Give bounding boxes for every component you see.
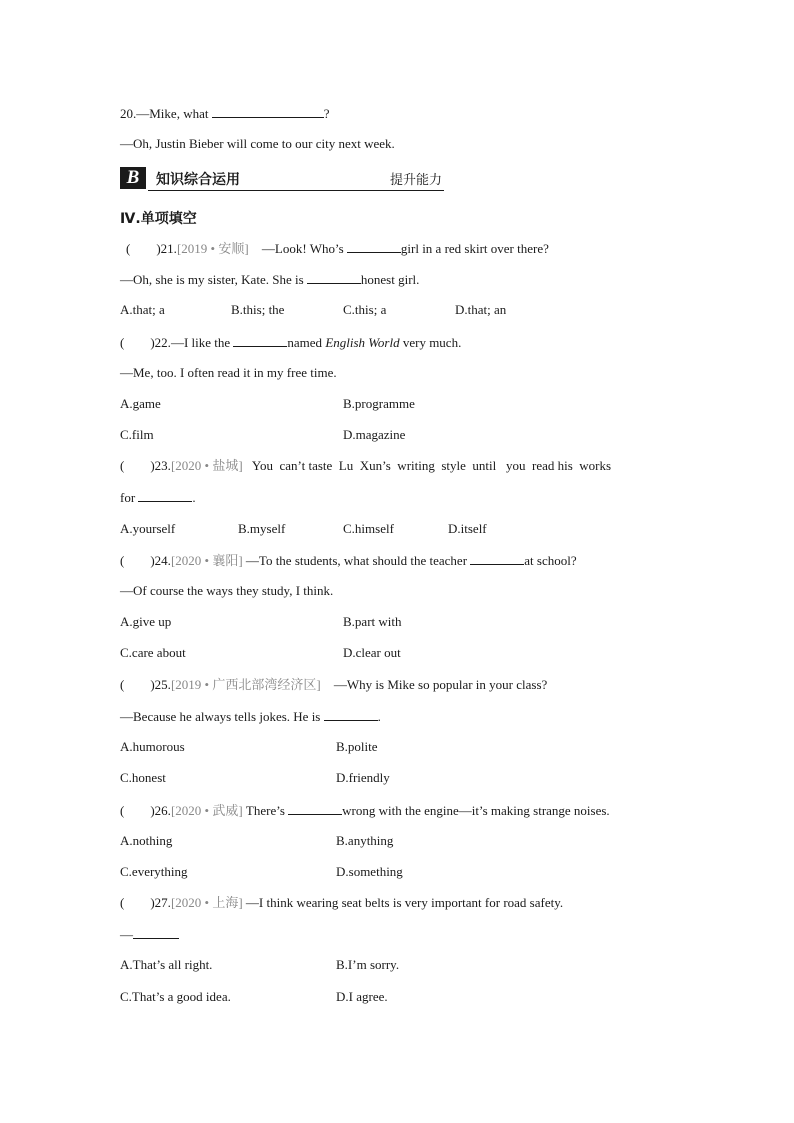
q26-source: [2020 • 武威] xyxy=(170,803,243,818)
q23-stem xyxy=(120,458,611,474)
q26-option-d[interactable]: D.something xyxy=(336,864,403,879)
q20-text: 20.—Mike, what xyxy=(120,106,209,121)
q21-line2 xyxy=(120,271,419,288)
q26-stem xyxy=(120,802,610,819)
q21-text-end: girl in a red skirt over there? xyxy=(400,241,549,256)
answer-blank[interactable] xyxy=(470,552,524,565)
q23-number: )23. xyxy=(150,458,171,473)
q25-stem xyxy=(120,677,547,693)
q23-line2 xyxy=(120,489,196,506)
q24-number: )24. xyxy=(150,553,171,568)
q22-magazine-title: English World xyxy=(325,335,400,350)
section-title: 知识综合运用 xyxy=(156,172,240,188)
q26-option-b[interactable]: B.anything xyxy=(336,833,394,848)
answer-paren[interactable]: ( xyxy=(120,458,125,473)
q27-text: —I think wearing seat belts is very important for road safety. xyxy=(245,895,564,910)
q23-line2-text: for xyxy=(120,490,136,505)
q26-text: There’s xyxy=(245,803,285,818)
q25-number: )25. xyxy=(150,677,171,692)
q24-option-c[interactable]: C.care about xyxy=(120,645,186,660)
q25-option-d[interactable]: D.friendly xyxy=(336,770,390,785)
q22-option-a[interactable]: A.game xyxy=(120,396,161,411)
q20-question xyxy=(120,105,330,122)
q24-stem xyxy=(120,552,577,569)
q23-option-b[interactable]: B.myself xyxy=(238,521,286,536)
q22-line2: —Me, too. I often read it in my free time. xyxy=(120,365,337,380)
q21-number: )21. xyxy=(156,241,177,256)
q25-option-b[interactable]: B.polite xyxy=(336,739,378,754)
q23-option-c[interactable]: C.himself xyxy=(343,521,394,536)
q21-option-a[interactable]: A.that; a xyxy=(120,302,165,317)
answer-paren[interactable]: ( xyxy=(120,553,125,568)
q27-stem xyxy=(120,895,563,911)
section-divider xyxy=(148,190,444,191)
q25-line2-text: —Because he always tells jokes. He is xyxy=(120,709,321,724)
q23-source: [2020 • 盐城] xyxy=(170,458,243,473)
q25-line2-end: . xyxy=(377,709,381,724)
q25-text: —Why is Mike so popular in your class? xyxy=(333,677,548,692)
q25-option-c[interactable]: C.honest xyxy=(120,770,166,785)
q24-text-end: at school? xyxy=(524,553,577,568)
q21-text: —Look! Who’s xyxy=(261,241,344,256)
q23-line2-end: . xyxy=(192,490,196,505)
answer-paren[interactable]: ( xyxy=(120,895,125,910)
q27-option-c[interactable]: C.That’s a good idea. xyxy=(120,989,231,1004)
q26-option-a[interactable]: A.nothing xyxy=(120,833,173,848)
section-badge: B xyxy=(120,167,146,189)
q24-source: [2020 • 襄阳] xyxy=(170,553,243,568)
q22-option-c[interactable]: C.film xyxy=(120,427,154,442)
q27-option-d[interactable]: D.I agree. xyxy=(336,989,388,1004)
q22-text: —I like the xyxy=(170,335,231,350)
answer-blank[interactable] xyxy=(288,802,342,815)
q20-end: ? xyxy=(323,106,330,121)
q23-option-d[interactable]: D.itself xyxy=(448,521,487,536)
exercise-heading: Ⅳ.单项填空 xyxy=(120,211,197,227)
answer-blank[interactable] xyxy=(138,489,192,502)
q24-text: —To the students, what should the teacher xyxy=(245,553,468,568)
q27-line2-text: — xyxy=(120,927,133,942)
q27-source: [2020 • 上海] xyxy=(170,895,243,910)
q26-text-end: wrong with the engine—it’s making strange noises. xyxy=(342,803,610,818)
q21-source: [2019 • 安顺] xyxy=(176,241,249,256)
q27-option-b[interactable]: B.I’m sorry. xyxy=(336,957,400,972)
answer-paren[interactable]: ( xyxy=(126,241,131,256)
q24-option-a[interactable]: A.give up xyxy=(120,614,172,629)
q26-option-c[interactable]: C.everything xyxy=(120,864,188,879)
q22-option-b[interactable]: B.programme xyxy=(343,396,415,411)
q23-text: You can’t taste Lu Xun’s writing style until you read his works xyxy=(251,458,612,473)
q22-text-end: very much. xyxy=(402,335,462,350)
q25-option-a[interactable]: A.humorous xyxy=(120,739,185,754)
answer-paren[interactable]: ( xyxy=(120,677,125,692)
q22-option-d[interactable]: D.magazine xyxy=(343,427,406,442)
q21-stem xyxy=(120,240,549,257)
q24-option-d[interactable]: D.clear out xyxy=(343,645,401,660)
section-subtitle: 提升能力 xyxy=(389,173,442,188)
q23-option-a[interactable]: A.yourself xyxy=(120,521,176,536)
answer-paren[interactable]: ( xyxy=(120,335,125,350)
q21-option-d[interactable]: D.that; an xyxy=(455,302,507,317)
q24-option-b[interactable]: B.part with xyxy=(343,614,402,629)
q27-number: )27. xyxy=(150,895,171,910)
q27-option-a[interactable]: A.That’s all right. xyxy=(120,957,213,972)
q22-number: )22. xyxy=(150,335,171,350)
q22-text-mid: named xyxy=(287,335,323,350)
q27-line2 xyxy=(120,926,179,943)
answer-blank[interactable] xyxy=(307,271,361,284)
q20-answer: —Oh, Justin Bieber will come to our city next week. xyxy=(120,136,395,151)
answer-blank[interactable] xyxy=(133,926,179,939)
q24-line2: —Of course the ways they study, I think. xyxy=(120,583,334,598)
q26-number: )26. xyxy=(150,803,171,818)
q21-option-b[interactable]: B.this; the xyxy=(231,302,285,317)
answer-blank[interactable] xyxy=(347,240,401,253)
section-header xyxy=(120,167,444,191)
q25-line2 xyxy=(120,708,381,725)
answer-blank[interactable] xyxy=(324,708,378,721)
q25-source: [2019 • 广西北部湾经济区] xyxy=(170,677,321,692)
answer-blank[interactable] xyxy=(212,105,324,118)
q21-option-c[interactable]: C.this; a xyxy=(343,302,387,317)
q22-stem xyxy=(120,334,461,351)
q21-line2-text: —Oh, she is my sister, Kate. She is xyxy=(120,272,304,287)
q21-line2-end: honest girl. xyxy=(360,272,420,287)
answer-paren[interactable]: ( xyxy=(120,803,125,818)
answer-blank[interactable] xyxy=(233,334,287,347)
